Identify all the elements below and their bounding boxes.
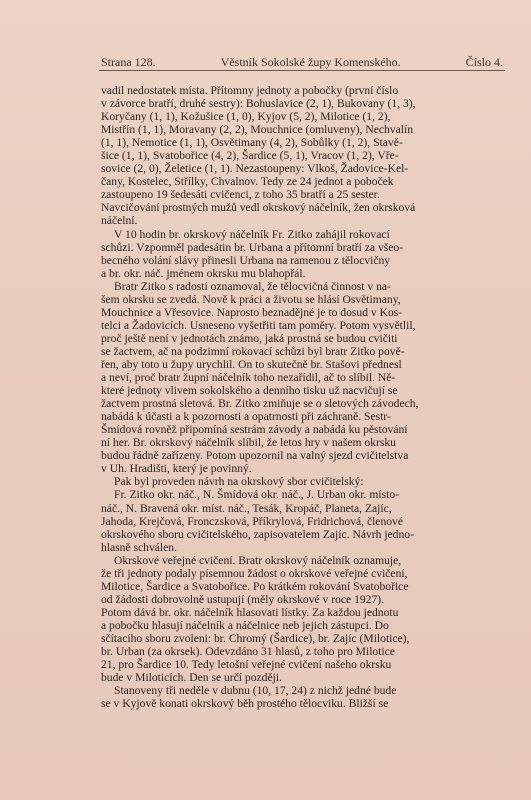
text-line: ní her. Br. okrskový náčelník slíbil, že letos hry v našem okrsku <box>101 436 396 450</box>
text-line: Mistřín (1, 1), Moravany (2, 2), Mouchnice (omluveny), Nechvalín <box>101 123 413 137</box>
text-line: Koryčany (1, 1), Kožušice (1, 0), Kyjov (5, 2), Milotice (1, 2), <box>101 110 391 124</box>
text-line: náčelní. <box>101 214 138 228</box>
header-rule <box>99 70 505 71</box>
text-line: a neví, proč bratr župní náčelník toho nezařídil, ač to slíbil. Ně- <box>101 371 396 385</box>
text-line: Stanoveny tři neděle v dubnu (10, 17, 24) z nichž jedné bude <box>114 684 397 698</box>
text-line: od žádosti dobrovolně ustupují (měly okrskové v roce 1927). <box>101 592 385 606</box>
text-line: sčítacího sboru zvoleni: br. Chromý (Šardice), br. Zajíc (Milotice), <box>101 631 410 645</box>
text-line: čany, Kostelec, Střílky, Chvalnov. Tedy ze 24 jednot a poboček <box>101 175 394 189</box>
text-line: Okrskové veřejné cvičení. Bratr okrskový náčelník oznamuje, <box>114 553 402 567</box>
text-line: Bratr Zitko s radostí oznamoval, že tělocvičná činnost v na- <box>114 279 391 293</box>
text-line: Šmídová rovněž připomíná sestrám závody a nabádá ku pěstování <box>101 423 408 437</box>
text-line: Milotice, Šardice a Svatobořice. Po krátkém rokování Svatobořice <box>101 579 409 593</box>
article-body <box>101 84 505 710</box>
text-line: Jahoda, Krejčová, Fronczsková, Příkrylová, Fridrichová, členové <box>101 514 403 528</box>
text-line: náč., N. Bravená okr. míst. náč., Tesák, Kropáč, Planeta, Zajíc, <box>101 501 392 515</box>
text-line: br. Urban (za okrsek). Odevzdáno 31 hlasů, z toho pro Milotice <box>101 645 395 659</box>
text-line: se žactvem, ač na podzimní rokovací schůzi byl bratr Zitko pově- <box>101 344 405 358</box>
text-line: (1, 1), Nemotice (1, 1), Osvětimany (4, 2), Sobůlky (1, 2), Stavě- <box>101 136 403 150</box>
text-line: v Uh. Hradišti, který je povinný. <box>101 462 252 476</box>
text-line: Potom dává br. okr. náčelník hlasovati lístky. Za každou jednotu <box>101 605 399 619</box>
text-line: a pobočku hlasují náčelník a náčelnice neb jejich zástupci. Do <box>101 618 389 632</box>
text-line: řen, aby toto u župy urychlil. On to skutečně br. Stašovi přednesl <box>101 357 402 371</box>
text-line: okrskového sboru cvičitelského, zapisovatelem Zajíc. Návrh jedno- <box>101 527 414 541</box>
text-line: které jednoty vlivem sokolského a denního tisku už nacvičují se <box>101 384 398 398</box>
text-line: V 10 hodin br. okrskový náčelník Fr. Zitko zahájil rokovací <box>114 227 390 241</box>
text-line: Fr. Zitko okr. náč., N. Šmídová okr. náč., J. Urban okr. místo- <box>114 488 399 502</box>
text-line: bude v Miloticích. Den se určí později. <box>101 671 282 685</box>
text-line: Pak byl proveden návrh na okrskový sbor cvičitelský: <box>114 475 364 489</box>
text-line: telci a Žadovicích. Usneseno vyšetřiti tam poměry. Potom vysvětlil, <box>101 318 416 332</box>
issue-number: Číslo 4. <box>465 55 503 69</box>
text-line: sovice (2, 0), Želetice (1, 1). Nezastoupeny: Vlkoš, Žadovice-Kel- <box>101 162 409 176</box>
text-line: šem okrsku se zvedá. Nově k práci a životu se hlásí Osvětimany, <box>101 292 401 306</box>
text-line: schůzi. Vzpomněl padesátin br. Urbana a přítomní bratří za všeo- <box>101 240 404 254</box>
text-line: hlasně schválen. <box>101 540 177 554</box>
text-line: žactvem prostná sletová. Br. Zitko zmiňuje se o sletových závodech, <box>101 397 419 411</box>
text-line: se v Kyjově konati okrskový běh prostého tělocviku. Bližší se <box>101 697 389 711</box>
text-line: zastoupeno 19 šedesáti cvičenci, z toho 35 bratří a 25 sester. <box>101 188 380 202</box>
page-number: Strana 128. <box>101 55 156 69</box>
text-line: Navcičování prostných mužů vedl okrskový náčelník, žen okrsková <box>101 201 416 215</box>
text-line: vadil nedostatek místa. Přítomny jednoty a pobočky (první číslo <box>101 84 399 97</box>
text-line: becného volání slávy přinesli Urbana na ramenou z tělocvičny <box>101 253 391 267</box>
text-line: proč ještě není v jednotách známo, jaká prostná se budou cvičiti <box>101 331 398 345</box>
text-line: že tři jednoty podaly písemnou žádost o okrskové veřejné cvičení, <box>101 566 408 580</box>
text-line: Mouchnice a Vřesovice. Naprosto beznadějné je to dosud v Kos- <box>101 305 403 319</box>
text-line: budou řádně zařízeny. Potom upozornil na valný sjezd cvičitelstva <box>101 449 409 463</box>
journal-title: Věstník Sokolské župy Komenského. <box>220 55 401 69</box>
running-header <box>101 52 503 70</box>
text-line: nabádá k účasti a k pozornosti a opatrnosti při záchraně. Sestr- <box>101 410 391 424</box>
text-line: v závorce bratří, druhé sestry): Bohuslavice (2, 1), Bukovany (1, 3), <box>101 97 416 111</box>
text-line: šice (1, 1), Svatobořice (4, 2), Šardice (5, 1), Vracov (1, 2), Vře- <box>101 149 399 163</box>
text-line: a br. okr. náč. jménem okrsku mu blahopřál. <box>101 266 306 280</box>
text-line: 21, pro Šardice 10. Tedy letošní veřejné cvičení našeho okrsku <box>101 658 392 672</box>
